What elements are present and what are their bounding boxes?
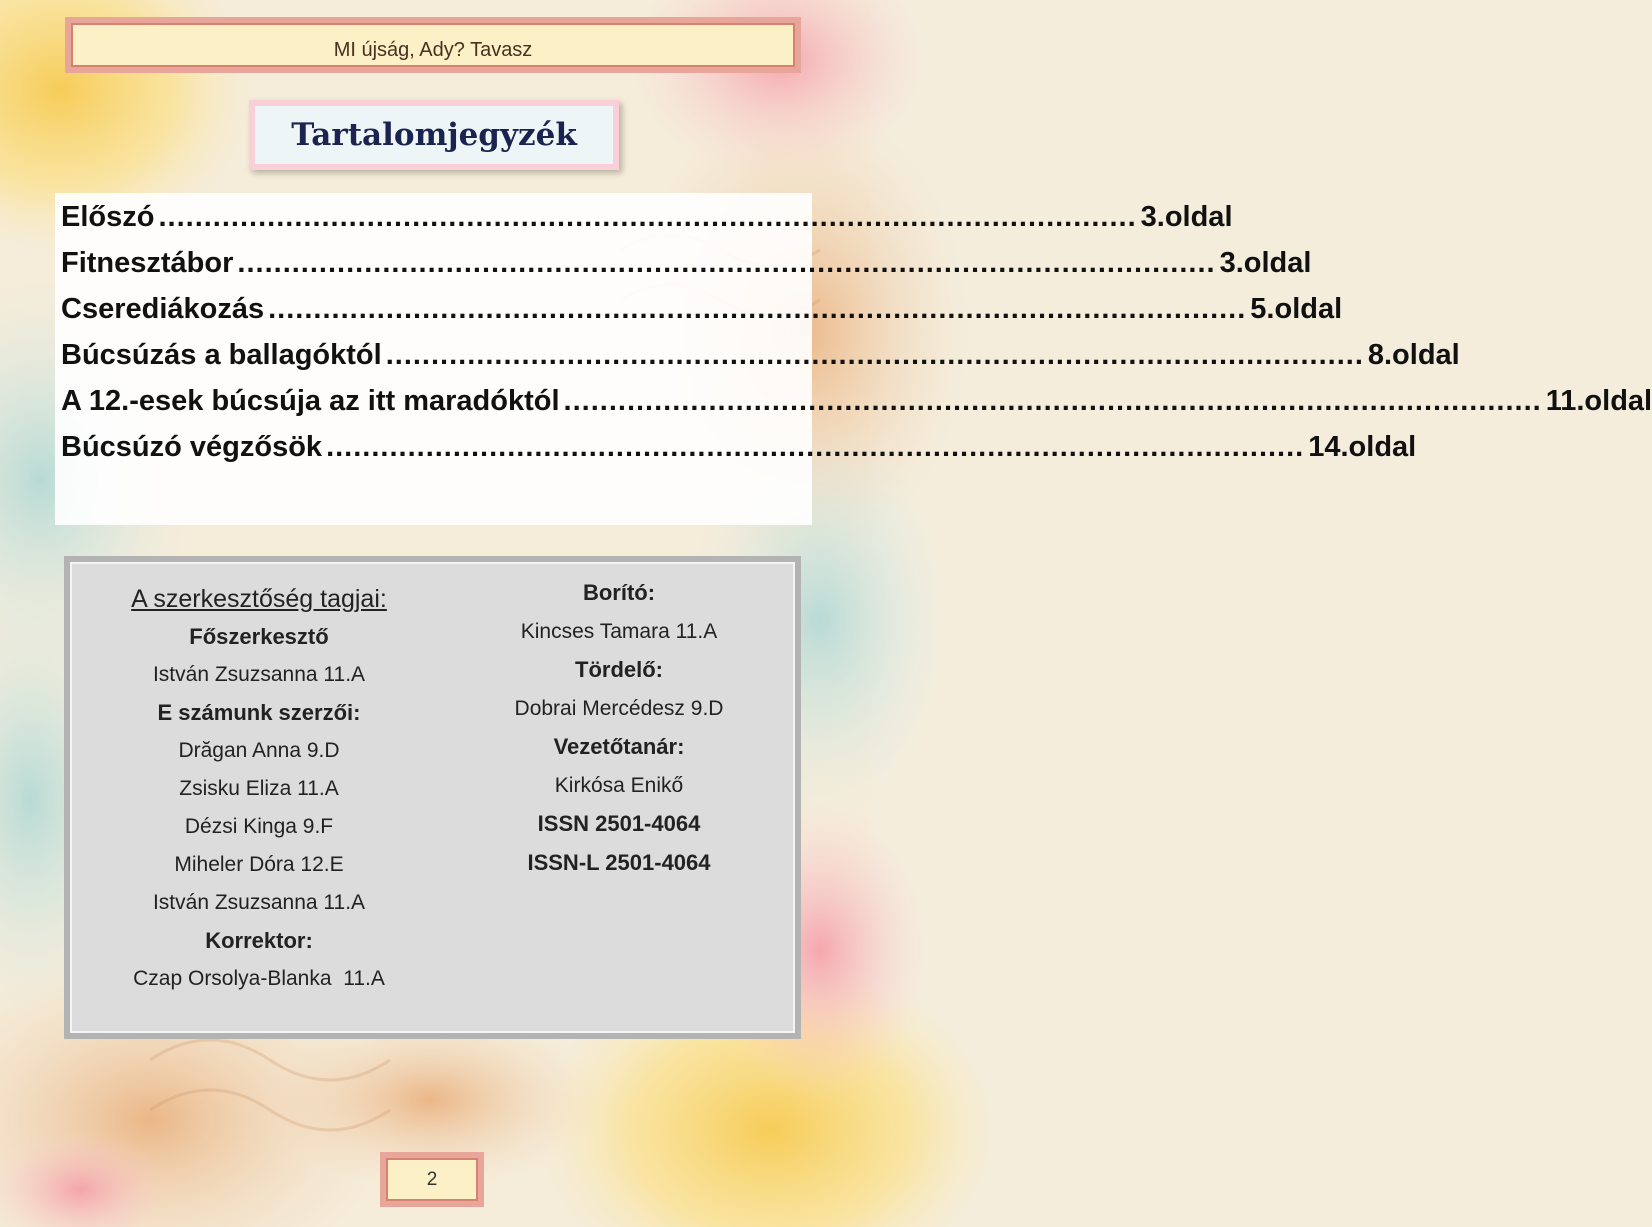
teacher-name: Kirkósa Enikő: [554, 773, 684, 797]
author-name: Dézsi Kinga 9.F: [184, 815, 334, 838]
toc-item-page: 5.oldal: [1250, 293, 1343, 325]
layout-label: Tördelő:: [575, 657, 663, 682]
editor-label: Főszerkesztő: [189, 624, 329, 649]
staff-inner: [70, 562, 795, 1033]
page-number-frame: [380, 1152, 484, 1207]
toc-item-page: 3.oldal: [1140, 201, 1233, 233]
toc-item-label: A 12.-esek búcsúja az itt maradóktól: [61, 385, 560, 417]
toc-item-label: Cserediákozás: [61, 293, 265, 325]
toc-title: Tartalomjegyzék: [291, 117, 577, 153]
toc-item-label: Búcsúzó végzősök: [61, 431, 323, 463]
toc-item-label: Búcsúzás a ballagóktól: [61, 339, 382, 371]
toc-leader-dots: ............................................................................................................: [326, 431, 1305, 463]
header-frame: [65, 17, 801, 73]
toc-row: [61, 339, 1460, 385]
toc-title-frame: [249, 100, 619, 170]
proofreader-name: Czap Orsolya-Blanka 11.A: [133, 967, 385, 990]
cover-label: Borító:: [582, 580, 656, 605]
toc-item-page: 8.oldal: [1367, 339, 1460, 371]
author-name: István Zsuzsanna 11.A: [152, 891, 366, 914]
staff-box: [64, 556, 801, 1039]
authors-label: E számunk szerzői:: [157, 700, 361, 725]
author-name: Miheler Dóra 12.E: [174, 853, 344, 876]
header-inner: [71, 23, 795, 67]
toc-row: [61, 385, 1652, 431]
page-number: 2: [426, 1168, 438, 1190]
toc-row: [61, 247, 1312, 293]
toc-leader-dots: ............................................................................................................: [268, 293, 1247, 325]
cover-name: Kincses Tamara 11.A: [520, 619, 718, 643]
toc-leader-dots: ............................................................................................................: [563, 385, 1542, 417]
toc-leader-dots: ............................................................................................................: [158, 201, 1137, 233]
toc-leader-dots: ............................................................................................................: [237, 247, 1216, 279]
author-name: Zsisku Eliza 11.A: [179, 777, 339, 800]
toc-list: [61, 201, 1652, 477]
proofreader-label: Korrektor:: [205, 928, 313, 953]
issn: ISSN 2501-4064: [537, 811, 701, 836]
toc-row: [61, 293, 1343, 339]
toc-row: [61, 201, 1233, 247]
toc-box: [55, 193, 1652, 525]
teacher-label: Vezetőtanár:: [553, 734, 685, 759]
layout-name: Dobrai Mercédesz 9.D: [514, 696, 724, 720]
header-title: MI újság, Ady? Tavasz: [333, 38, 533, 61]
toc-leader-dots: ............................................................................................................: [385, 339, 1364, 371]
toc-row: [61, 431, 1417, 477]
toc-item-label: Fitnesztábor: [61, 247, 234, 279]
staff-left-column: [94, 564, 424, 998]
issn-l: ISSN-L 2501-4064: [527, 849, 711, 875]
page-number-inner: [386, 1158, 478, 1201]
author-name: Drăgan Anna 9.D: [178, 739, 340, 762]
staff-heading: A szerkesztőség tagjai:: [131, 585, 387, 613]
toc-item-label: Előszó: [61, 201, 155, 233]
toc-item-page: 3.oldal: [1219, 247, 1312, 279]
toc-item-page: 11.oldal: [1545, 385, 1652, 417]
toc-title-inner: [255, 106, 613, 164]
toc-item-page: 14.oldal: [1308, 431, 1417, 463]
editor-name: István Zsuzsanna 11.A: [152, 663, 366, 686]
staff-right-column: [464, 564, 774, 882]
